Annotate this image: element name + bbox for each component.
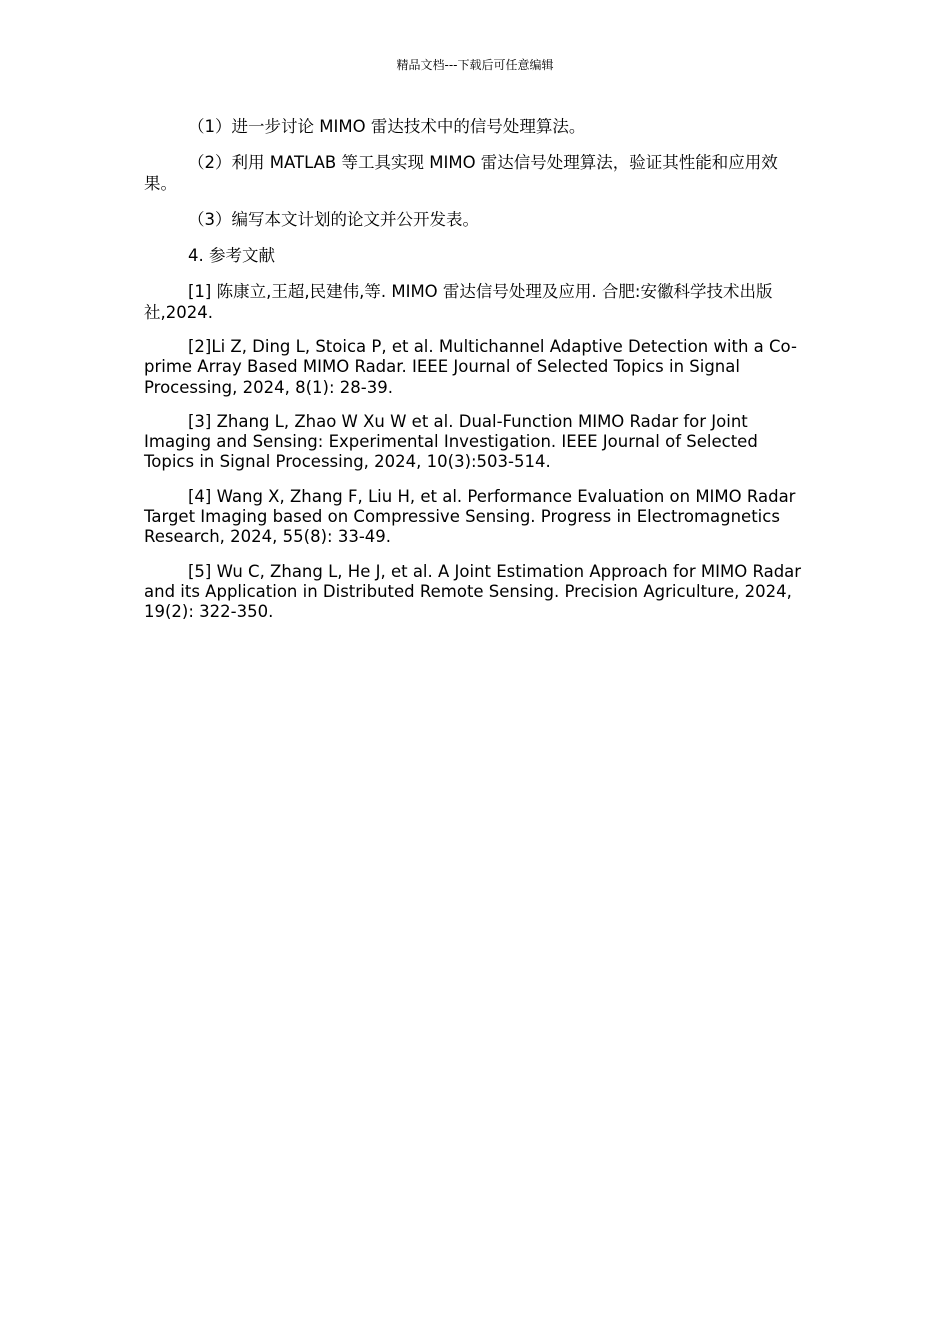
document-body (144, 116, 806, 637)
plan-item-3: （3）编写本文计划的论文并公开发表。 (188, 210, 479, 229)
reference-2: [2]Li Z, Ding L, Stoica P, et al. Multichannel Adaptive Detection with a Co-prime Array Based MIMO Radar. IEEE Journal of Selected Topics in Signal Processing, 2024, 8(1): 28-39. (144, 337, 797, 397)
reference-3: [3] Zhang L, Zhao W Xu W et al. Dual-Function MIMO Radar for Joint Imaging and Sensing: Experimental Investigation. IEEE Journal of Selected Topics in Signal Processing, 2024, 10(3):503-514. (144, 411, 758, 472)
plan-item-2: （2）利用 MATLAB 等工具实现 MIMO 雷达信号处理算法，验证其性能和应用效果。 (144, 153, 778, 193)
reference-1: [1] 陈康立,王超,民建伟,等. MIMO 雷达信号处理及应用. 合肥:安徽科学技术出版社,2024. (144, 282, 773, 322)
reference-4: [4] Wang X, Zhang F, Liu H, et al. Performance Evaluation on MIMO Radar Target Imaging based on Compressive Sensing. Progress in Electromagnetics Research, 2024, 55(8): 33-49. (144, 486, 796, 547)
page-header-watermark: 精品文档---下载后可任意编辑 (396, 58, 554, 72)
reference-5: [5] Wu C, Zhang L, He J, et al. A Joint Estimation Approach for MIMO Radar and its Application in Distributed Remote Sensing. Precision Agriculture, 2024, 19(2): 322-350. (144, 561, 802, 622)
section-heading-references: 4. 参考文献 (188, 246, 275, 265)
plan-item-1: （1）进一步讨论 MIMO 雷达技术中的信号处理算法。 (188, 117, 586, 136)
